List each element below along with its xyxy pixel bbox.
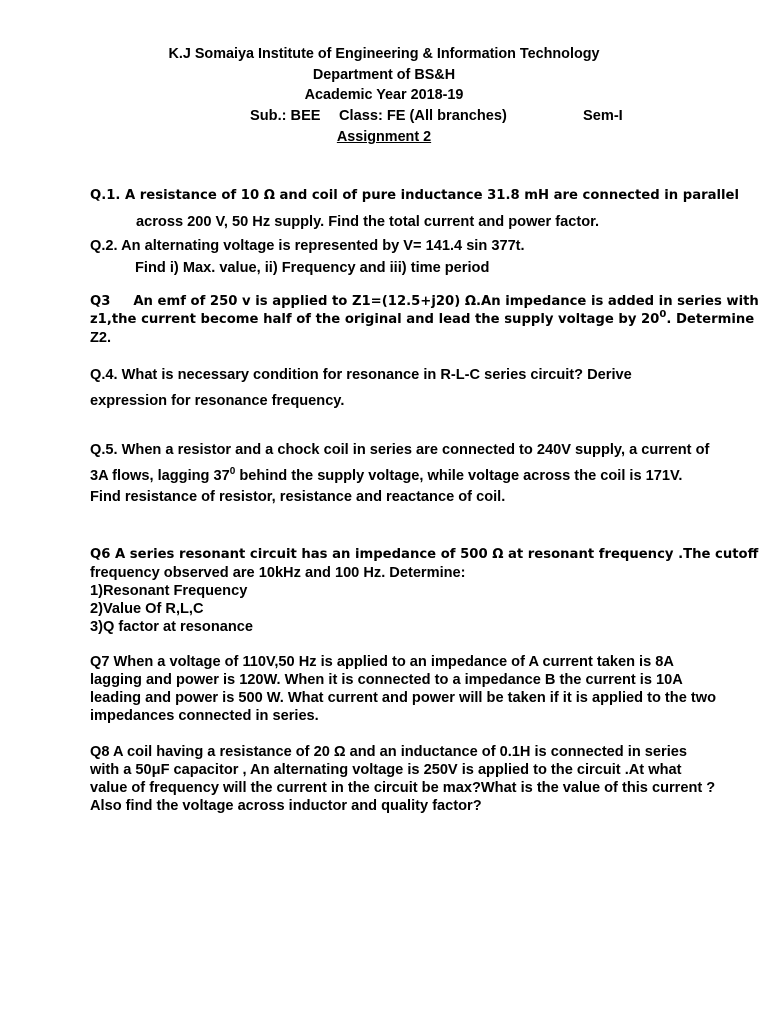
q8-line-3: value of frequency will the current in the circuit be max?What is the value of this current ?: [90, 780, 716, 796]
institute-name: K.J Somaiya Institute of Engineering & Information Technology: [168, 46, 600, 62]
q6-line-5: 3)Q factor at resonance: [90, 619, 254, 635]
q2-line-2: Find i) Max. value, ii) Frequency and iii) time period: [135, 260, 490, 276]
semester: Sem-I: [583, 108, 623, 124]
q2-line-1: Q.2. An alternating voltage is represented by V= 141.4 sin 377t.: [90, 238, 525, 254]
assignment-title-text: Assignment 2: [336, 129, 432, 145]
subject: Sub.: BEE: [250, 108, 321, 124]
q7-line-2: lagging and power is 120W. When it is connected to a impedance B the current is 10A: [90, 672, 683, 688]
q8-line-4: Also find the voltage across inductor and quality factor?: [90, 798, 482, 814]
q3-line-2-text: z1,the current become half of the original and lead the supply voltage by 20: [90, 312, 660, 327]
q5-line-1: Q.5. When a resistor and a chock coil in series are connected to 240V supply, a current of: [90, 442, 710, 458]
q5-line-2-end: behind the supply voltage, while voltage across the coil is 171V.: [235, 468, 683, 484]
q3-line-2: [90, 311, 754, 329]
assignment-title: [0, 128, 768, 146]
q3-line-3: Z2.: [90, 330, 112, 346]
q5-line-2-text: 3A flows, lagging 37: [90, 468, 230, 484]
q6-line-3: 1)Resonant Frequency: [90, 583, 248, 599]
q5-degree-sup: 0: [229, 466, 236, 477]
subject-line: [250, 107, 623, 125]
q7-line-1: Q7 When a voltage of 110V,50 Hz is applied to an impedance of A current taken is 8A: [90, 654, 674, 670]
q4-line-2: expression for resonance frequency.: [90, 393, 345, 409]
q7-line-4: impedances connected in series.: [90, 708, 319, 724]
q6-line-2: frequency observed are 10kHz and 100 Hz. Determine:: [90, 565, 466, 581]
q1-line-1: Q.1. A resistance of 10 Ω and coil of pure inductance 31.8 mH are connected in parallel: [90, 188, 739, 203]
q8-line-1: Q8 A coil having a resistance of 20 Ω and an inductance of 0.1H is connected in series: [90, 744, 687, 760]
q4-line-1: Q.4. What is necessary condition for resonance in R-L-C series circuit? Derive: [90, 367, 632, 383]
q7-line-3: leading and power is 500 W. What current and power will be taken if it is applied to the two: [90, 690, 716, 706]
q3-line-2-end: . Determine: [666, 312, 755, 327]
q1-line-2: across 200 V, 50 Hz supply. Find the total current and power factor.: [136, 214, 600, 230]
q5-line-2: [90, 467, 682, 485]
q3-line-1: Q3 An emf of 250 v is applied to Z1=(12.5+j20) Ω.An impedance is added in series with: [90, 294, 759, 309]
department-name: Department of BS&H: [312, 67, 456, 83]
q3-degree-sup: 0: [659, 309, 667, 320]
q5-line-3: Find resistance of resistor, resistance and reactance of coil.: [90, 489, 506, 505]
q8-line-2: with a 50μF capacitor , An alternating voltage is 250V is applied to the circuit .At what: [90, 762, 682, 778]
q6-line-4: 2)Value Of R,L,C: [90, 601, 204, 617]
q6-line-1: Q6 A series resonant circuit has an impedance of 500 Ω at resonant frequency .The cutoff: [90, 547, 759, 562]
academic-year: Academic Year 2018-19: [304, 87, 464, 103]
class-info: Class: FE (All branches): [339, 108, 507, 124]
